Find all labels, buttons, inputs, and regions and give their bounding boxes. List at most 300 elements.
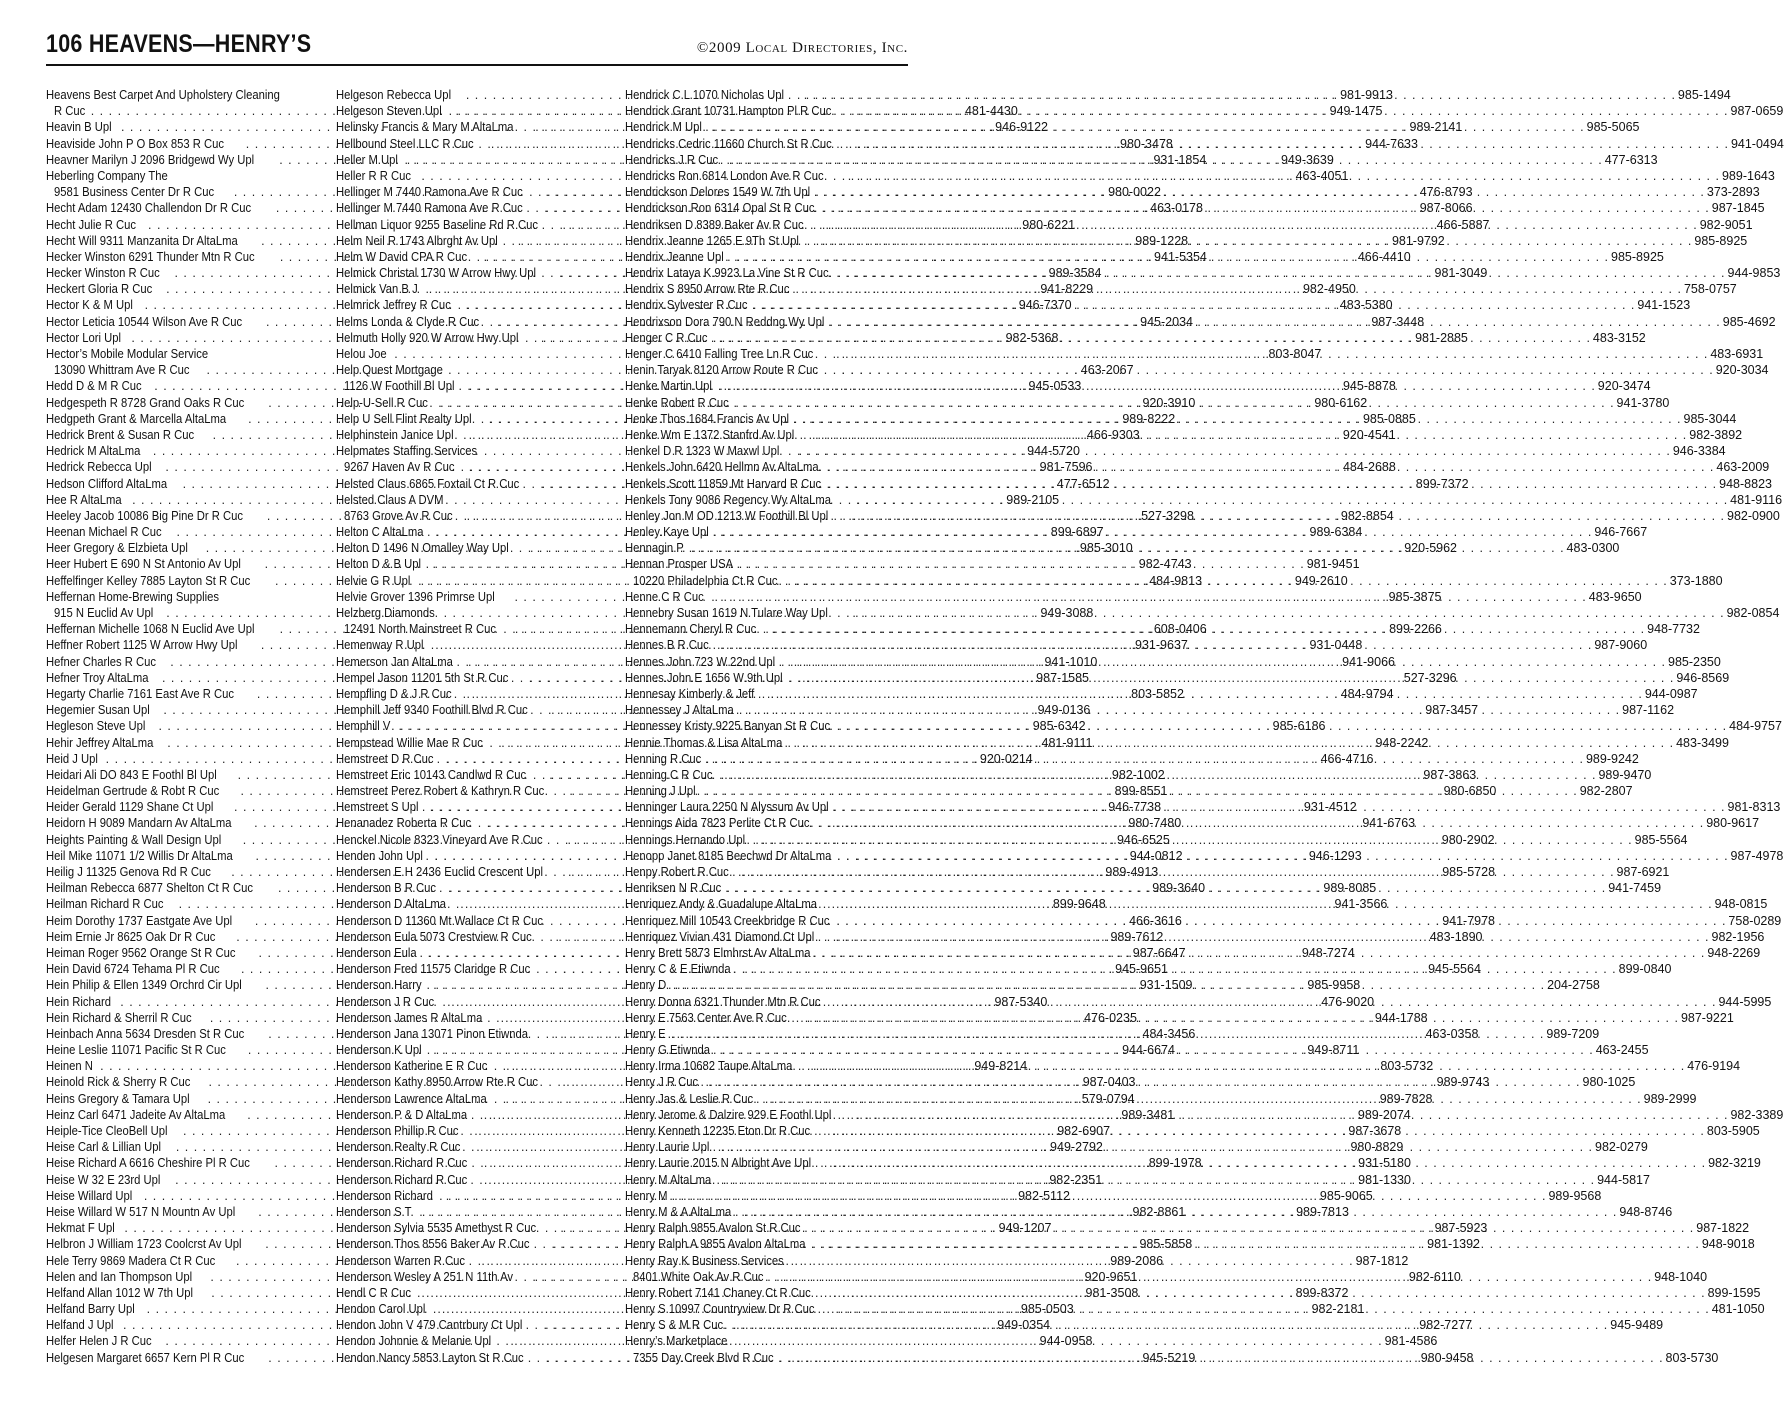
dot-leader [719,1139,1595,1155]
listing-name: Henke Thos 1684 Francis Av Upl [625,411,790,426]
listing-phone: 527-3298 [1141,508,1194,523]
listing-phone: 948-1040 [1654,1269,1708,1284]
listing-name: Henry’s Marketplace [625,1334,728,1349]
listing-phone: 985-1494 [1677,88,1731,102]
listing-phone: 946-7370 [1018,298,1072,313]
listing-name: Helfer Helen J R Cuc [46,1334,152,1349]
listing-phone: 483-3152 [1592,330,1646,345]
listing-phone: 989-3640 [1152,881,1206,896]
listing-phone: 989-7828 [1379,1091,1433,1106]
listing-name: Henry Ray K Business Services [625,1253,784,1268]
dot-leader [853,718,1729,734]
listing-phone: 989-4913 [1105,865,1159,879]
listing-phone: 899-0840 [1618,962,1672,977]
listing-phone: 987-0659 [1730,104,1784,119]
listing-name: Hehir Jeffrey AltaLma [46,735,154,750]
listing-phone: 941-1010 [1044,654,1098,669]
listing-name: Hendon Nancy 5853 Layton St R Cuc [336,1350,524,1365]
listing-name: Henne C R Cuc [625,589,704,604]
listing-name: Helgeson Steven Upl [336,104,442,119]
listing-phone: 980-7480 [1128,816,1182,831]
dot-leader [734,1317,1610,1333]
listing-name: 8401 White Oak Av R Cuc [633,1269,764,1284]
listing-name: Helpmates Staffing Services [336,444,478,459]
listing-phone: 803-5905 [1706,1124,1760,1138]
dot-leader [851,508,1727,524]
listing-entry [336,492,604,508]
listing-name: Henry Irma 10682 Taupe AltaLma [625,1059,793,1074]
listing-phone: 982-4743 [1138,557,1192,572]
dot-leader [722,767,1598,783]
dot-leader [743,1204,1619,1220]
listing-name: Heil Mike 11071 1/2 Willis Dr AltaLma [46,848,233,863]
listing-name: Help Quest Mortgage [336,363,443,378]
listing-phone: 803-8047 [1268,347,1322,361]
listing-phone: 931-0448 [1309,638,1363,653]
listing-name: Henger C R Cuc [625,330,708,345]
listing-name: Heer Gregory & Elzbieta Upl [46,541,188,556]
listing-name: Hemstreet D R Cuc [336,751,434,766]
listing-name: Henderson D AltaLma [336,897,447,912]
listing-name: Henke Wm E 1372 Stanfrd Av Upl [625,427,795,442]
listing-name: Hennessey J AltaLma [625,703,734,718]
listing-phone: 941-1523 [1637,298,1691,313]
listing-phone: 985-8925 [1694,233,1748,248]
listing-phone: 920-0214 [979,751,1033,766]
listing-name: Heller M Upl [336,152,398,167]
listing-name: Heidorn H 9089 Mandarn Av AltaLma [46,816,232,831]
listing-phone: 980-9458 [1420,1350,1474,1365]
listing-name: Henry E 7563 Center Ave R Cuc [625,1010,787,1025]
dot-leader [800,670,1676,686]
dot-leader [811,1058,1687,1074]
listing-phone: 987-1812 [1355,1253,1409,1268]
listing-phone: 481-1050 [1711,1302,1765,1317]
dot-leader [719,1042,1595,1058]
listing-phone: 758-0289 [1728,913,1782,928]
listing-phone: 941-7459 [1608,881,1662,896]
listing-phone: 463-2009 [1716,460,1770,475]
dot-leader [834,346,1710,362]
listing-phone: 985-3044 [1683,411,1737,426]
listing-phone: 466-9303 [1086,427,1140,442]
listing-name: Hemerson Jan AltaLma [336,654,453,669]
listing-name: 7355 Day Creek Blvd R Cuc [633,1350,774,1365]
listing-phone: 931-1509 [1139,978,1193,993]
listing-phone: 920-9651 [1084,1269,1138,1284]
dot-leader [671,977,1547,993]
listing-name: Hendrixson Dora 790 N Reddng Wy Upl [625,314,825,329]
listing-entry [336,443,604,459]
dot-leader [805,1010,1681,1026]
listing-name: Helfand J Upl [46,1318,114,1333]
listing-name: Henry E [625,1026,666,1041]
listing-phone: 989-3584 [1048,266,1102,281]
listing-name: Henkels John 6420 Hellmn Av AltaLma [625,460,819,475]
listing-name: Hendrix Jeanne 1265 E 9Th St Upl [625,233,799,248]
listing-name: Henley Jon M OD 1213 W Foothill Bl Upl [625,508,829,523]
dot-leader [690,540,1566,556]
listing-name: Hegemier Susan Upl [46,703,150,718]
listing-name: Helmick Christal 1730 W Arrow Hwy Upl [336,266,537,281]
listing-name: Hekmat F Upl [46,1221,115,1236]
listing-name: Heller R R Cuc [336,168,412,183]
listing-name: Hector Leticia 10544 Wilson Ave R Cuc [46,314,243,329]
listing-phone: 981-7596 [1039,460,1093,475]
dot-leader [836,200,1712,216]
listing-name: Hedrick Rebecca Upl [46,460,152,475]
listing-name: Henderson Thos 8556 Baker Av R Cuc [336,1237,530,1252]
listing-name: Henderson Phillip R Cuc [336,1124,459,1138]
listing-name: Hemstreet S Upl [336,800,419,815]
listing-name: Hendrickson Delores 1549 W 7th Upl [625,185,811,200]
listing-phone: 982-1956 [1711,929,1765,944]
listing-phone: 982-5112 [1018,1188,1070,1203]
listing-name: Henderson K Upl [336,1043,422,1058]
listing-name: Henanadez Roberta R Cuc [336,816,472,831]
dot-leader [479,1253,1355,1269]
listing-phone: 980-2902 [1441,832,1495,847]
listing-phone: 987-6647 [1132,945,1186,960]
listing-entry [46,168,316,184]
listing-name: Hendrick M Upl [625,120,702,135]
listing-phone: 982-2807 [1579,784,1633,799]
listing-name: Hecht Julie R Cuc [46,217,137,232]
listing-phone: 476-8793 [1419,185,1473,200]
listing-phone: 987-1845 [1711,201,1765,216]
header-rule [46,64,908,66]
dot-leader [735,249,1611,265]
listing-name: Hennie Thomas & Lisa AltaLma [625,735,783,750]
listing-phone: 980-6221 [1022,217,1076,232]
listing-phone: 945-5219 [1142,1350,1196,1365]
listing-name: Henry M AltaLma [625,1172,712,1187]
listing-phone: 483-5380 [1339,298,1393,313]
listing-phone: 899-2266 [1389,622,1442,637]
listing-name: Hecht Adam 12430 Challendon Dr R Cuc [46,201,252,216]
listing-name: Hefner Charles R Cuc [46,654,157,669]
listing-name: Helmick Van B J [336,282,418,297]
listing-phone: 987-9221 [1680,1010,1734,1025]
listing-name: 1126 W Foothill Bl Upl [344,379,455,394]
listing-name: Heine Leslie 11071 Pacific St R Cuc [46,1043,226,1058]
listing-phone: 989-2105 [1006,492,1060,507]
listing-entry [625,1253,908,1269]
listing-name: Helvie Grover 1396 Primrse Upl [336,589,495,604]
listing-name: Heidelman Gertrude & Robt R Cuc [46,784,220,799]
listing-phone: 987-4978 [1730,848,1784,863]
listing-name: Heinz Carl 6471 Jadeite Av AltaLma [46,1107,226,1122]
listing-phone: 484-3456 [1142,1026,1196,1041]
listing-name: Hemenway R Upl [336,638,424,653]
dot-leader [852,913,1728,929]
listing-name: Henry Brett 5873 Elmhrst Av AltaLma [625,945,811,960]
listing-phone: 982-6110 [1408,1269,1461,1284]
listing-name: Hefner Troy AltaLma [46,670,149,685]
listing-phone: 989-2086 [1110,1253,1164,1268]
listing-entry [336,362,604,378]
listing-phone: 982-0854 [1726,606,1780,620]
listing-name: Henriquez Vivian 431 Diamond Ct Upl [625,929,815,944]
listing-phone: 803-5730 [1665,1350,1719,1365]
listing-name: Henden John Upl [336,848,423,863]
listing-phone: 944-0958 [1039,1334,1093,1349]
listing-phone: 527-3296 [1403,670,1457,685]
listing-phone: 945-5564 [1428,962,1481,977]
dot-leader [718,524,1594,540]
listing-phone: 944-7633 [1365,136,1418,151]
listing-name: Hein Richard [46,994,112,1009]
listing-entry [46,346,316,362]
listing-name: 9581 Business Center Dr R Cuc [54,185,215,200]
listing-phone: 483-0300 [1566,541,1620,556]
listing-name: Hellman Liquor 9255 Baseline Rd R Cuc [336,217,538,232]
dot-leader [721,1172,1597,1188]
listing-name: Hendricks Cedric 11660 Church St R Cuc [625,136,832,151]
dot-leader [830,815,1706,831]
listing-name: Hendon Johnnie & Melanie Upl [336,1334,492,1349]
listing-phone: 982-5368 [1005,330,1059,345]
listing-name: Hector Lori Upl [46,330,122,345]
listing-phone: 483-3499 [1676,735,1729,750]
listing-name: Hein Richard & Sherril R Cuc [46,1010,192,1025]
dot-leader [818,233,1694,249]
listing-phone: 985-3010 [1079,541,1133,556]
listing-phone: 944-0812 [1129,848,1183,863]
listing-name: 10220 Philadelphia Ct R Cuc [633,573,778,588]
listing-name: Hecker Winston 6291 Thunder Mtn R Cuc [46,249,255,264]
listing-phone: 989-8085 [1323,881,1377,896]
listing-name: Henderson Eula 5073 Crestview R Cuc [336,929,532,944]
listing-phone: 948-7274 [1301,945,1355,960]
copyright-notice: ©2009 Local Directories, Inc. [696,40,908,56]
listing-name: Henry Jas & Leslie R Cuc [625,1091,754,1106]
listing-name: Hendrix Lataya K 9923 La Vine St R Cuc [625,266,829,281]
listing-name: Helmuth Holly 920 W Arrow Hwy Upl [336,330,519,345]
listing-phone: 987-3678 [1348,1124,1402,1138]
dot-leader [807,411,1683,427]
listing-name: Henry S & M R Cuc [625,1318,724,1333]
listing-phone: 982-0279 [1595,1140,1648,1155]
listing-name: Heise W 32 E 23rd Upl [46,1172,161,1187]
listing-phone: 981-4586 [1384,1334,1438,1349]
listing-name: Henderson Richard R Cuc [336,1156,468,1171]
listing-phone: 944-5720 [1027,444,1080,459]
dot-leader [729,152,1605,168]
dot-leader [710,751,1586,767]
dot-leader [706,1074,1582,1090]
listing-name: Henninger Laura 2250 N Alyssum Av Upl [625,800,829,815]
listing-phone: 981-2885 [1415,330,1468,345]
listing-phone: 982-8854 [1340,508,1394,523]
dot-leader [769,686,1645,702]
listing-name: Helton C AltaLma [336,525,424,540]
listing-phone: 481-9111 [1041,735,1093,750]
listing-name: Henderson Eula [336,945,417,960]
listing-name: Heffner Robert 1125 W Arrow Hwy Upl [46,638,238,653]
listing-name: Henckel Nicole 8323 Vineyard Ave R Cuc [336,832,543,847]
listing-name: Hennebry Susan 1619 N Tulare Way Upl [625,606,828,620]
listing-name: Hendricks J R Cuc [625,152,719,167]
listing-name: 9267 Haven Av R Cuc [344,460,455,475]
listing-phone: 463-0178 [1150,201,1203,216]
dot-leader [758,832,1634,848]
listing-name: Hempstead Willie Mae R Cuc [336,735,483,750]
listing-name: Helton D 1496 N Omalley Way Upl [336,541,509,556]
listing-name: Henkel D R 1323 W Maxwl Upl [625,444,780,459]
listing-phone: 987-3457 [1425,703,1479,718]
dot-leader [851,265,1727,281]
dot-leader [854,1107,1730,1123]
listing-phone: 949-8214 [974,1059,1028,1074]
listing-phone: 982-2181 [1311,1302,1365,1317]
listing-phone: 466-3616 [1129,913,1182,928]
listing-phone: 920-3474 [1597,379,1651,394]
listing-phone: 948-9018 [1701,1237,1755,1252]
listing-phone: 987-1585 [1036,670,1089,685]
listing-phone: 985-9065 [1319,1188,1373,1203]
listing-name: Henry S 10997 Countryview Dr R Cuc [625,1302,815,1317]
listing-phone: 987-3448 [1371,314,1425,329]
dot-leader [831,945,1707,961]
listing-name: Henderson S T [336,1204,412,1219]
listing-name: Helton D & B Upl [336,557,422,572]
listing-name: Helsted Claus A DVM [336,492,444,507]
listing-name: Helfand Allan 1012 W 7th Upl [46,1285,193,1300]
listing-phone: 981-3508 [1085,1285,1139,1300]
listing-name: Henopp Janet 8185 Beechwd Dr AltaLma [625,848,832,863]
listing-name: Helms Londa & Clyde R Cuc [336,314,480,329]
listing-phone: 944-5817 [1597,1172,1650,1187]
listing-name: Hendrickson Ron 6314 Opal St R Cuc [625,201,815,216]
listing-name: Helm W David CPA R Cuc [336,249,468,264]
listing-phone: 989-7813 [1296,1204,1349,1219]
listing-phone: 931-9637 [1135,638,1188,653]
listing-phone: 985-5728 [1442,865,1496,879]
dot-leader [672,1188,1548,1204]
dot-leader [740,864,1616,880]
listing-phone: 989-2141 [1409,120,1463,135]
listing-phone: 481-9116 [1730,492,1783,507]
listing-phone: 941-7978 [1442,913,1496,928]
listing-phone: 982-0900 [1727,508,1780,523]
listing-name: Hendersen E H 2436 Euclid Crescent Upl [336,865,543,879]
listing-name: Hendrix Sylvester R Cuc [625,298,748,313]
listing-name: Henry Robert 7141 Chaney Ct R Cuc [625,1285,811,1300]
listing-phone: 941-3780 [1616,395,1670,410]
dot-leader [710,119,1586,135]
listing-name: Help-U-Sell R Cuc [336,395,428,410]
listing-phone: 948-0815 [1714,897,1768,912]
dot-leader [767,1091,1643,1107]
listing-phone: 982-6907 [1057,1124,1111,1138]
listing-name: Henderson Harry [336,978,422,993]
listing-phone: 204-2758 [1547,978,1600,993]
listing-phone: 982-7277 [1419,1318,1473,1333]
listing-name: Heights Painting & Wall Design Upl [46,832,222,847]
listing-phone: 987-5923 [1434,1221,1488,1236]
listing-phone: 920-5962 [1404,541,1458,556]
listing-name: Hennagin P [625,541,684,556]
listing-phone: 949-0354 [997,1318,1051,1333]
listing-phone: 982-3219 [1708,1156,1761,1171]
listing-phone: 948-2242 [1375,735,1429,750]
listing-phone: 982-8861 [1132,1204,1186,1219]
listing-name: Henry M & A AltaLma [625,1204,732,1219]
listing-name: Henry J R Cuc [625,1075,699,1090]
dot-leader [850,605,1726,621]
dot-leader [740,395,1616,411]
listing-name: Heinen N [46,1059,93,1074]
listing-phone: 463-2067 [1080,363,1134,378]
listing-phone: 941-3566 [1334,897,1388,912]
listing-phone: 758-0757 [1683,282,1737,297]
dot-leader [836,1301,1712,1317]
listing-phone: 980-3478 [1120,136,1173,151]
listing-name: Henderson D 11360 Mt Wallace Ct R Cuc [336,913,543,928]
listing-phone: 989-9568 [1548,1188,1602,1203]
listing-phone: 980-6850 [1443,784,1497,799]
listing-name: Henry Ralph 9855 Avalon St R Cuc [625,1221,801,1236]
listing-name: Heise Carl & Lillian Upl [46,1140,162,1155]
listing-name: Hecht Will 9311 Manzanita Dr AltaLma [46,233,238,248]
listing-phone: 987-5340 [994,994,1048,1009]
listing-phone: 484-9757 [1729,719,1782,734]
listing-name: Henry Laurie 2015 N Albright Ave Upl [625,1156,812,1171]
listing-name: Hein David 6724 Tehama Pl R Cuc [46,962,220,977]
listing-name: Hennings Aida 7823 Perlite Ct R Cuc [625,816,810,831]
listing-name: Henderson Katherine E R Cuc [336,1059,488,1074]
listing-name: Henry Laurie Upl [625,1140,710,1155]
listing-phone: 989-7209 [1546,1026,1600,1041]
listing-phone: 985-2350 [1668,654,1721,669]
dot-leader [802,87,1678,103]
listing-name: Henderson Richard [336,1188,433,1203]
listing-phone: 945-9651 [1115,962,1168,977]
listing-phone: 945-0533 [1028,379,1082,394]
listing-name: Heenan Michael R Cuc [46,525,162,540]
listing-name: Henkels Scott 11859 Mt Harvard R Cuc [625,476,822,491]
listing-name: Hedrick M AltaLma [46,444,141,459]
listing-phone: 946-9122 [995,120,1048,135]
listing-phone: 946-7667 [1594,525,1648,540]
listing-name: Heberling Company The [46,168,168,183]
listing-phone: 948-2269 [1707,945,1761,960]
listing-phone: 985-0885 [1362,411,1416,426]
listing-phone: 980-0022 [1108,185,1161,200]
dot-leader [771,621,1647,637]
listing-name: R Cuc [54,104,86,119]
dot-leader [840,459,1716,475]
listing-phone: 466-4716 [1320,751,1374,766]
listing-name: Henderson Kathy 8950 Arrow Rte R Cuc [336,1075,538,1090]
listing-name: Helen and Ian Thompson Upl [46,1269,193,1284]
listing-name: Heilman Rebecca 6877 Shelton Ct R Cuc [46,881,253,896]
listing-phone: 989-1643 [1721,168,1775,183]
listing-name: Henriquez Mill 10543 Creekbridge R Cuc [625,913,830,928]
dot-leader [831,184,1707,200]
listing-name: Hendon Carol Upl [336,1302,426,1317]
listing-phone: 484-2688 [1342,460,1396,475]
listing-name: Hempfling D & J R Cuc [336,686,452,701]
listing-name: Henpy Robert R Cuc [625,865,729,879]
dot-leader [831,1285,1707,1301]
listing-phone: 987-1162 [1622,703,1675,718]
listing-phone: 476-0235 [1084,1010,1137,1025]
listing-name: Hedgespeth R 8728 Grand Oaks R Cuc [46,395,245,410]
listing-name: Henry Ralph A 9855 Avalon AltaLma [625,1237,806,1252]
listing-phone: 484-9813 [1149,573,1203,588]
